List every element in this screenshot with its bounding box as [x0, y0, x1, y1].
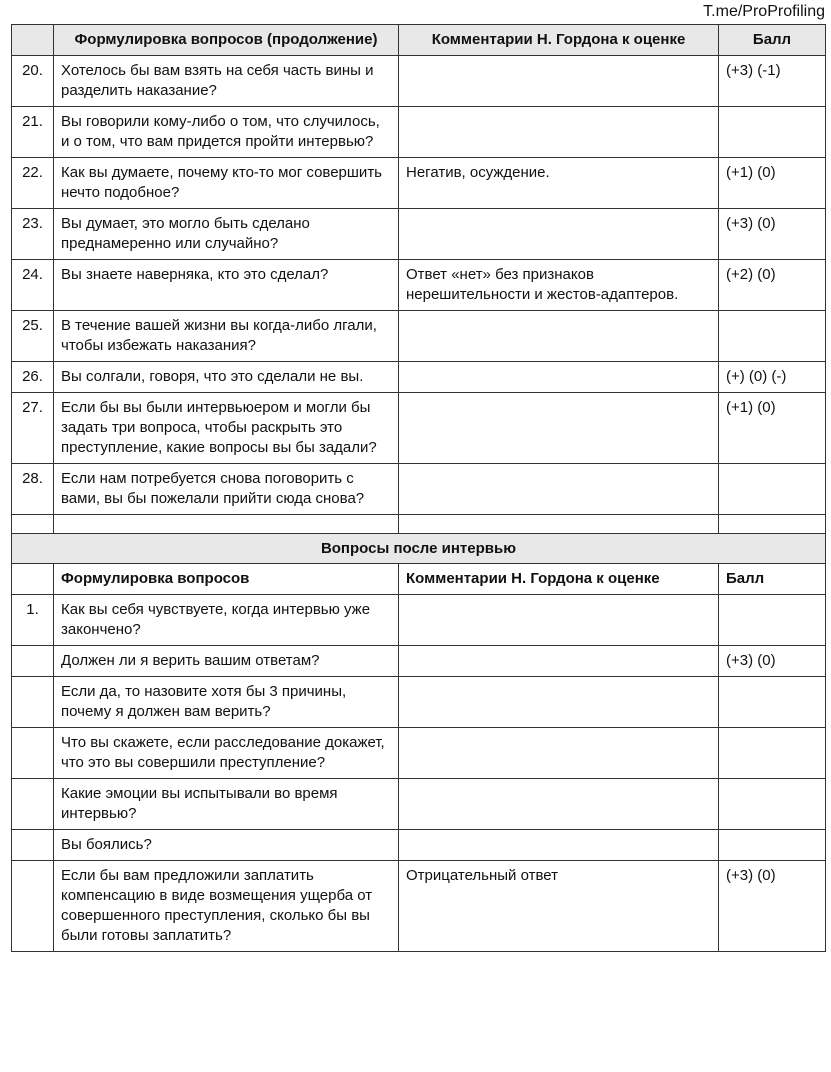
question-text: Если бы вы были интервьюером и могли бы задать три вопроса, чтобы раскрыть это преступление, какие вопросы вы бы задали? [54, 393, 399, 464]
header-comment: Комментарии Н. Гордона к оценке [399, 25, 719, 56]
score: (+2) (0) [719, 260, 826, 311]
question-number: 1. [12, 595, 54, 646]
post-interview-row [12, 861, 826, 952]
sub-header-comment: Комментарии Н. Гордона к оценке [399, 564, 719, 595]
table-row [12, 158, 826, 209]
score [719, 830, 826, 861]
table-row [12, 107, 826, 158]
empty-cell [399, 515, 719, 534]
header-score: Балл [719, 25, 826, 56]
header-num [12, 25, 54, 56]
gordon-comment [399, 830, 719, 861]
score [719, 464, 826, 515]
question-text: Если бы вам предложили заплатить компенсацию в виде возмещения ущерба от совершенного преступления, сколько бы вы были готовы заплатить? [54, 861, 399, 952]
question-number [12, 677, 54, 728]
question-text: Вы знаете наверняка, кто это сделал? [54, 260, 399, 311]
question-text: Как вы думаете, почему кто-то мог совершить нечто подобное? [54, 158, 399, 209]
score: (+3) (0) [719, 861, 826, 952]
question-text: Должен ли я верить вашим ответам? [54, 646, 399, 677]
header-question: Формулировка вопросов (продолжение) [54, 25, 399, 56]
question-text: Вы думает, это могло быть сделано преднамеренно или случайно? [54, 209, 399, 260]
empty-cell [12, 515, 54, 534]
question-number: 28. [12, 464, 54, 515]
sub-header-score: Балл [719, 564, 826, 595]
table-row [12, 311, 826, 362]
gordon-comment [399, 311, 719, 362]
gordon-comment [399, 56, 719, 107]
score: (+1) (0) [719, 158, 826, 209]
question-text: Вы боялись? [54, 830, 399, 861]
table-row [12, 393, 826, 464]
gordon-comment [399, 209, 719, 260]
question-number [12, 861, 54, 952]
score [719, 595, 826, 646]
question-number [12, 728, 54, 779]
question-text: Хотелось бы вам взять на себя часть вины и разделить наказание? [54, 56, 399, 107]
score [719, 311, 826, 362]
question-number: 26. [12, 362, 54, 393]
questions-table [11, 24, 826, 952]
score [719, 728, 826, 779]
question-number: 27. [12, 393, 54, 464]
question-text: Вы говорили кому-либо о том, что случилось, и о том, что вам придется пройти интервью? [54, 107, 399, 158]
gordon-comment: Ответ «нет» без признаков нерешительности и жестов-адаптеров. [399, 260, 719, 311]
question-text: В течение вашей жизни вы когда-либо лгали, чтобы избежать наказания? [54, 311, 399, 362]
post-interview-row [12, 830, 826, 861]
table-row [12, 464, 826, 515]
table-header-row [12, 25, 826, 56]
table-row [12, 56, 826, 107]
question-number: 25. [12, 311, 54, 362]
gordon-comment [399, 393, 719, 464]
question-number [12, 779, 54, 830]
question-number: 22. [12, 158, 54, 209]
post-interview-row [12, 779, 826, 830]
sub-header-num [12, 564, 54, 595]
empty-cell [719, 515, 826, 534]
table-row [12, 209, 826, 260]
gordon-comment: Негатив, осуждение. [399, 158, 719, 209]
question-number [12, 830, 54, 861]
gordon-comment [399, 464, 719, 515]
question-number: 20. [12, 56, 54, 107]
empty-row [12, 515, 826, 534]
question-number: 21. [12, 107, 54, 158]
gordon-comment [399, 728, 719, 779]
gordon-comment [399, 595, 719, 646]
table-row [12, 260, 826, 311]
watermark: T.me/ProProfiling [703, 3, 825, 20]
score [719, 677, 826, 728]
score: (+3) (0) [719, 646, 826, 677]
question-text: Вы солгали, говоря, что это сделали не вы. [54, 362, 399, 393]
post-interview-row [12, 595, 826, 646]
score: (+1) (0) [719, 393, 826, 464]
post-interview-row [12, 646, 826, 677]
question-text: Какие эмоции вы испытывали во время интервью? [54, 779, 399, 830]
question-text: Если да, то назовите хотя бы 3 причины, почему я должен вам верить? [54, 677, 399, 728]
question-number: 23. [12, 209, 54, 260]
post-interview-row [12, 728, 826, 779]
empty-cell [54, 515, 399, 534]
question-text: Если нам потребуется снова поговорить с вами, вы бы пожелали прийти сюда снова? [54, 464, 399, 515]
sub-header-question: Формулировка вопросов [54, 564, 399, 595]
question-text: Как вы себя чувствуете, когда интервью уже закончено? [54, 595, 399, 646]
question-number: 24. [12, 260, 54, 311]
score [719, 107, 826, 158]
question-number [12, 646, 54, 677]
question-text: Что вы скажете, если расследование докажет, что это вы совершили преступление? [54, 728, 399, 779]
score: (+) (0) (-) [719, 362, 826, 393]
gordon-comment [399, 646, 719, 677]
table-row [12, 362, 826, 393]
post-interview-row [12, 677, 826, 728]
section-row [12, 534, 826, 564]
gordon-comment [399, 677, 719, 728]
score: (+3) (0) [719, 209, 826, 260]
gordon-comment: Отрицательный ответ [399, 861, 719, 952]
gordon-comment [399, 362, 719, 393]
sub-header-row [12, 564, 826, 595]
score: (+3) (-1) [719, 56, 826, 107]
gordon-comment [399, 779, 719, 830]
section-title: Вопросы после интервью [12, 534, 826, 564]
score [719, 779, 826, 830]
gordon-comment [399, 107, 719, 158]
